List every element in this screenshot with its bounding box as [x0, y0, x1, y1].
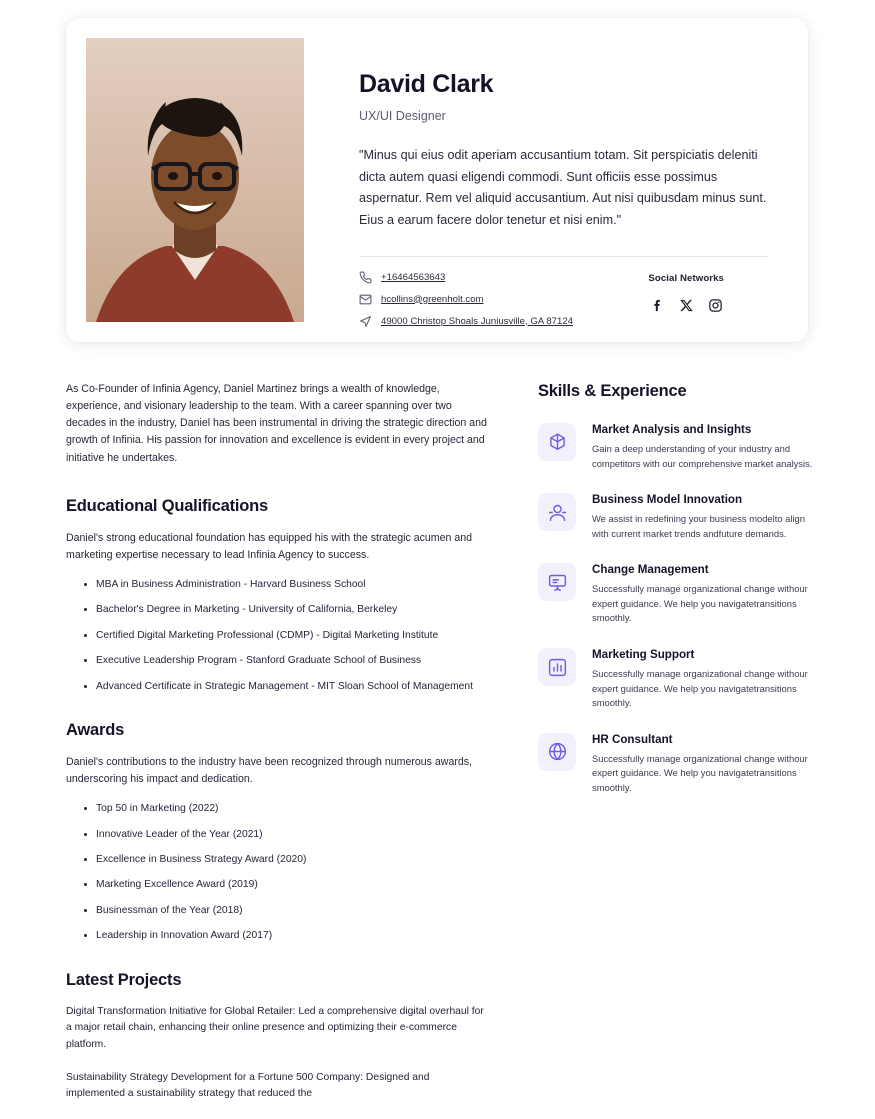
list-item: Certified Digital Marketing Professional (CDMP) - Digital Marketing Institute [84, 629, 491, 642]
list-item: Excellence in Business Strategy Award (2020) [84, 853, 491, 866]
list-item: Marketing Excellence Award (2019) [84, 878, 491, 891]
profile-name: David Clark [359, 70, 494, 98]
social-networks [648, 271, 780, 313]
awards-list [66, 802, 491, 942]
skill-description: Successfully manage organizational change withour expert guidance. We help you navigatetransitions smoothly. [592, 583, 808, 624]
skill-title: Market Analysis and Insights [592, 423, 752, 436]
contact-address[interactable] [359, 315, 573, 328]
profile-bio: "Minus qui eius odit aperiam accusantium totam. Sit perspiciatis deleniti dicta autem quasi eligendi commodi. Sunt officiis esse possimus aspernatur. Rem vel aliquid accusantium. Aut nisi quibusdam minus sunt. Eius a earum facere dolor tenetur et nisi enim." [359, 148, 767, 227]
skill-description: Gain a deep understanding of your industry and competitors with our comprehensive market analysis. [592, 443, 813, 469]
phone-link[interactable]: +16464563643 [381, 271, 446, 283]
list-item: Bachelor's Degree in Marketing - University of California, Berkeley [84, 603, 491, 616]
email-link[interactable]: hcollins@greenholt.com [381, 293, 484, 305]
skill-item-marketing-support [538, 648, 818, 711]
skill-title: Change Management [592, 563, 709, 577]
x-twitter-icon[interactable] [679, 298, 694, 313]
presentation-icon [538, 563, 576, 601]
mail-icon [359, 293, 372, 306]
main-content-left [66, 381, 491, 1119]
strategy-icon [538, 493, 576, 531]
intro-paragraph: As Co-Founder of Infinia Agency, Daniel Martinez brings a wealth of knowledge, experience, and visionary leadership to the team. With a career spanning over two decades in the industry, Daniel has been instrumental in driving the strategic direction and growth of Infinia. His passion for innovation and excellence is evident in every project and initiative he undertakes. [66, 383, 487, 464]
list-item: Advanced Certificate in Strategic Management - MIT Sloan School of Management [84, 680, 491, 693]
projects-heading: Latest Projects [66, 970, 182, 989]
awards-heading: Awards [66, 720, 125, 739]
bar-chart-icon [538, 648, 576, 686]
skills-heading: Skills & Experience [538, 382, 687, 400]
list-item: MBA in Business Administration - Harvard Business School [84, 578, 491, 591]
education-heading: Educational Qualifications [66, 496, 269, 515]
list-item: Businessman of the Year (2018) [84, 904, 491, 917]
contact-email[interactable] [359, 293, 573, 306]
contact-phone[interactable] [359, 271, 573, 284]
skill-item-business-model [538, 493, 818, 541]
list-item: Leadership in Innovation Award (2017) [84, 929, 491, 942]
address-link[interactable]: 49000 Christop Shoals Juniusville, GA 87124 [381, 315, 573, 327]
profile-details [304, 38, 788, 327]
project-item: Sustainability Strategy Development for a Fortune 500 Company: Designed and implemented a sustainability strategy that reduced the [66, 1071, 430, 1100]
divider [359, 256, 769, 257]
contact-list [359, 271, 573, 337]
avatar [86, 38, 304, 322]
skill-description: Successfully manage organizational change withour expert guidance. We help you navigatetransitions smoothly. [592, 668, 808, 709]
phone-icon [359, 271, 372, 284]
skill-item-market-analysis [538, 423, 818, 471]
cube-network-icon [538, 423, 576, 461]
education-list [66, 578, 491, 693]
profile-card [66, 18, 808, 342]
skill-description: Successfully manage organizational change withour expert guidance. We help you navigatetransitions smoothly. [592, 752, 808, 793]
list-item: Innovative Leader of the Year (2021) [84, 828, 491, 841]
skills-section [538, 382, 818, 818]
skill-item-hr-consultant [538, 733, 818, 796]
list-item: Executive Leadership Program - Stanford Graduate School of Business [84, 654, 491, 667]
education-paragraph: Daniel's strong educational foundation has equipped his with the strategic acumen and marketing expertise necessary to lead Infinia Agency to success. [66, 531, 473, 561]
skill-title: Marketing Support [592, 648, 695, 662]
profile-role: UX/UI Designer [359, 109, 446, 123]
awards-paragraph: Daniel's contributions to the industry have been recognized through numerous awards, underscoring his impact and dedication. [66, 755, 473, 786]
skill-description: We assist in redefining your business modelto align with current market trends andfuture demands. [592, 513, 805, 539]
location-icon [359, 315, 372, 328]
skill-item-change-management [538, 563, 818, 626]
project-item: Digital Transformation Initiative for Global Retailer: Led a comprehensive digital overhaul for a major retail chain, enhancing their online presence and optimizing their e-commerce platform. [66, 1005, 484, 1050]
instagram-icon[interactable] [708, 298, 723, 313]
facebook-icon[interactable] [650, 298, 665, 313]
list-item: Top 50 in Marketing (2022) [84, 802, 491, 815]
globe-icon [538, 733, 576, 771]
skill-title: HR Consultant [592, 732, 673, 746]
skill-title: Business Model Innovation [592, 493, 743, 507]
social-title: Social Networks [648, 272, 724, 284]
